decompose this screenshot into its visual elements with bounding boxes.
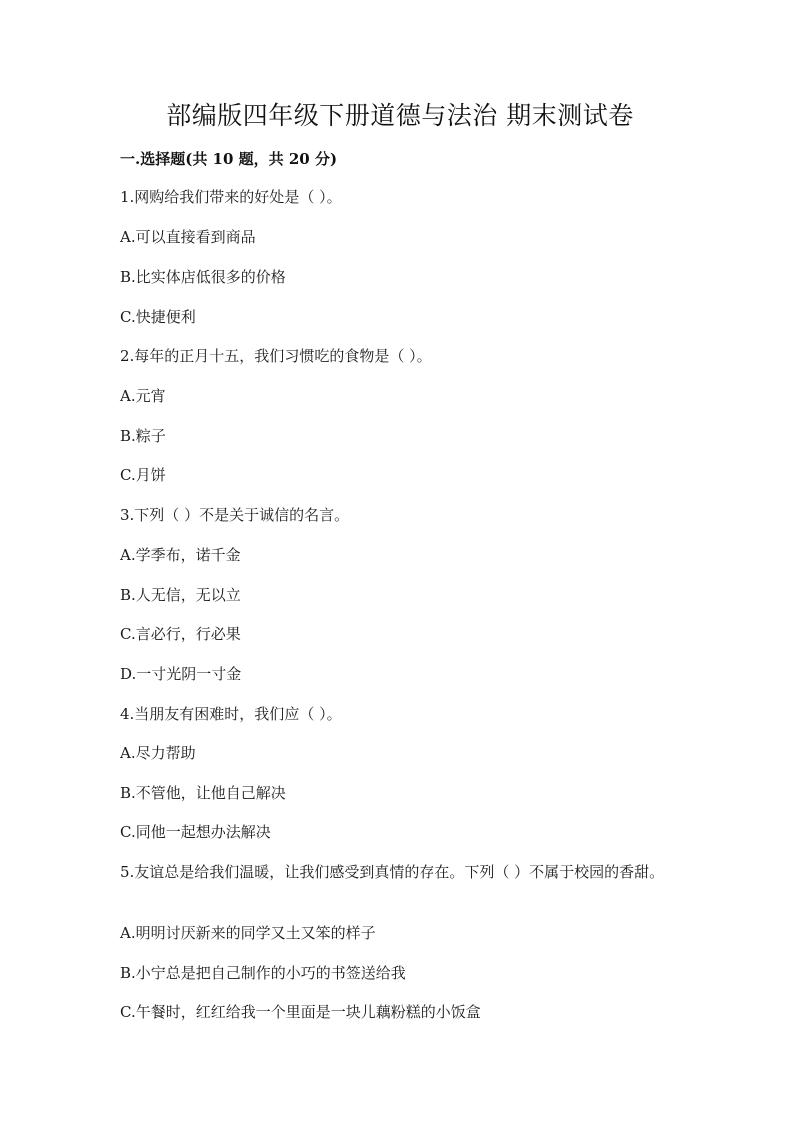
question-3-stem: 3.下列（ ）不是关于诚信的名言。: [120, 506, 350, 524]
question-3-option-b: B.人无信，无以立: [120, 586, 241, 604]
question-1-stem: 1.网购给我们带来的好处是（ ）。: [120, 188, 342, 206]
page-title: 部编版四年级下册道德与法治 期末测试卷: [166, 101, 634, 130]
question-2-stem: 2.每年的正月十五，我们习惯吃的食物是（ ）。: [120, 347, 432, 365]
question-4-option-c: C.同他一起想办法解决: [120, 823, 271, 841]
question-5-stem: 5.友谊总是给我们温暖，让我们感受到真情的存在。下列（ ）不属于校园的香甜。: [120, 863, 665, 881]
question-1-option-b: B.比实体店低很多的价格: [120, 268, 286, 286]
question-3-option-c: C.言必行，行必果: [120, 625, 241, 643]
question-3-option-a: A.学季布，诺千金: [120, 546, 241, 564]
question-4-option-b: B.不管他，让他自己解决: [120, 784, 286, 802]
question-5-option-a: A.明明讨厌新来的同学又土又笨的样子: [120, 924, 376, 942]
question-3-option-d: D.一寸光阴一寸金: [120, 665, 242, 683]
question-5-option-c: C.午餐时，红红给我一个里面是一块儿藕粉糕的小饭盒: [120, 1003, 481, 1021]
question-2-option-c: C.月饼: [120, 466, 166, 484]
question-1-option-c: C.快捷便利: [120, 308, 196, 326]
question-2-option-b: B.粽子: [120, 427, 166, 445]
question-5-option-b: B.小宁总是把自己制作的小巧的书签送给我: [120, 964, 406, 982]
question-4-option-a: A.尽力帮助: [120, 744, 196, 762]
question-1-option-a: A.可以直接看到商品: [120, 228, 256, 246]
question-2-option-a: A.元宵: [120, 387, 166, 405]
section-heading: 一.选择题(共 10 题，共 20 分): [120, 150, 338, 168]
question-4-stem: 4.当朋友有困难时，我们应（ ）。: [120, 705, 342, 723]
